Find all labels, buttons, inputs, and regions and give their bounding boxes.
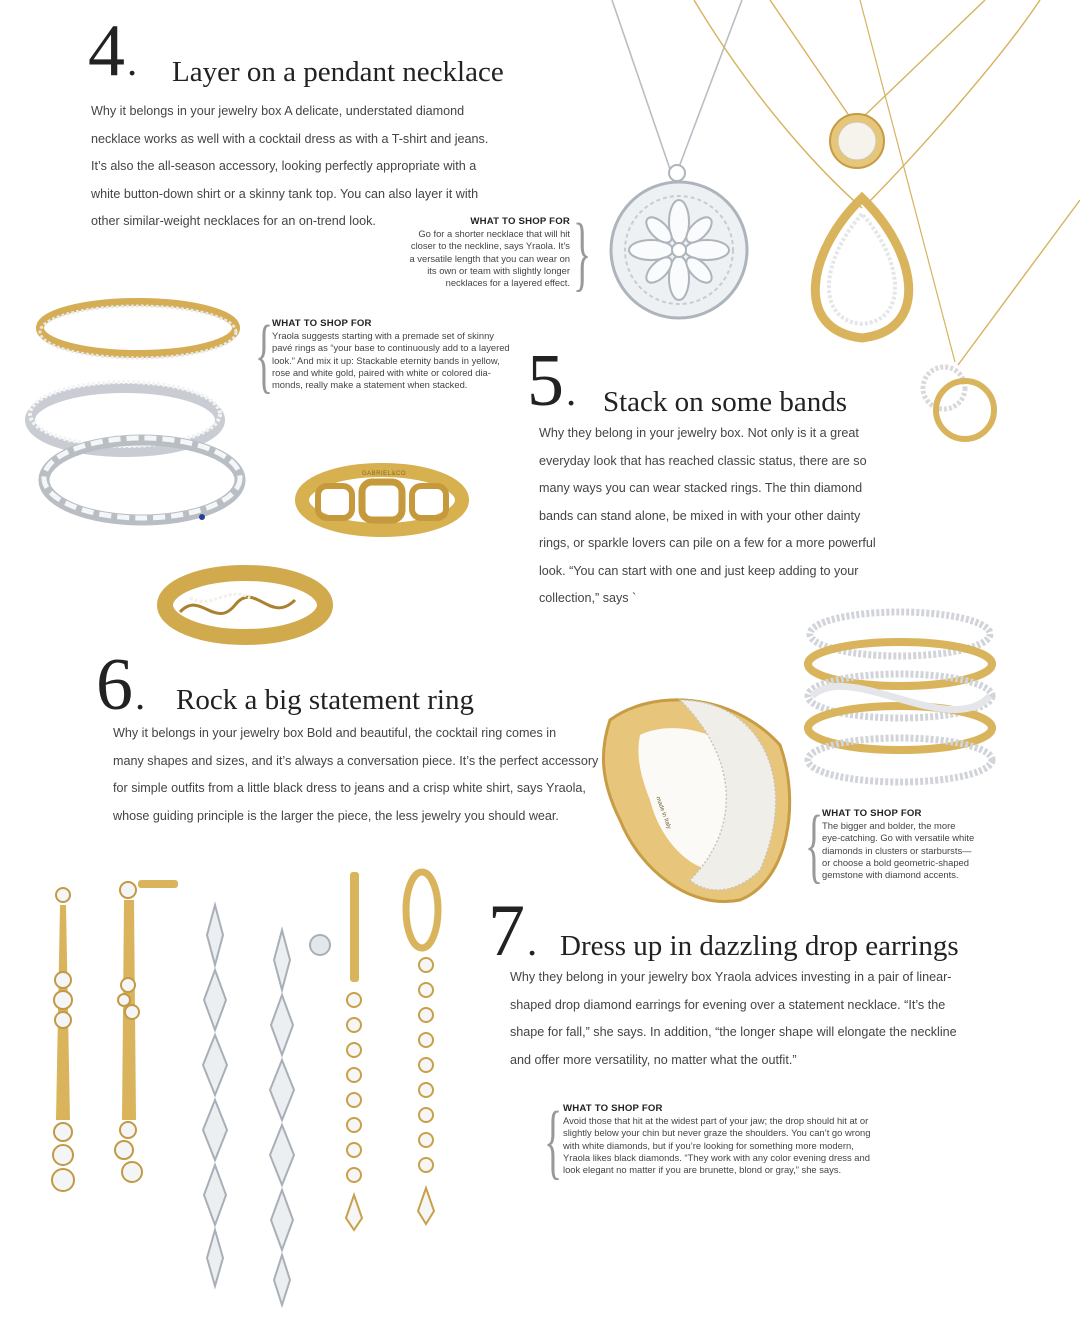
shop-heading: WHAT TO SHOP FOR — [563, 1103, 663, 1114]
body-line: It’s also the all-season accessory, looking perfectly appropriate with a — [91, 159, 477, 173]
shop-line: its own or team with slightly longer — [427, 264, 570, 276]
body-line: rings, or sparkle lovers can pile on a few for a more powerful — [539, 536, 876, 550]
shop-line: diamonds in clusters or starbursts— — [822, 844, 972, 856]
shop-line: look elegant no matter if you are brunette, blond or gray,” she says. — [563, 1164, 842, 1176]
shop-line: a versatile length that you can wear on — [409, 252, 570, 264]
section-5-number-digit: 5 — [527, 340, 564, 422]
section-7-number-digit: 7 — [488, 890, 525, 972]
shop-heading: WHAT TO SHOP FOR — [470, 216, 570, 227]
shop-line: look.” And mix it up: Stackable eternity bands in yellow, — [272, 354, 500, 366]
section-4-number-digit: 4 — [88, 10, 125, 92]
body-line: many ways you can wear stacked rings. The thin diamond — [539, 481, 863, 495]
number-dot: . — [127, 39, 138, 84]
shop-line: rose and white gold, paired with white or colored dia- — [272, 366, 491, 378]
body-line: shape for fall,” she says. In addition, “the longer shape will elongate the neckline — [510, 1025, 957, 1039]
body-line: Why it belongs in your jewelry box A delicate, understated diamond — [91, 104, 465, 118]
body-line: whose guiding principle is the larger the piece, the less jewelry you should wear. — [113, 808, 559, 823]
section-6-number-digit: 6 — [96, 644, 133, 726]
body-line: other similar-weight necklaces for an on-trend look. — [91, 214, 376, 228]
body-line: necklace works as well with a cocktail dress as with a T-shirt and jeans. — [91, 131, 489, 146]
ring-engraving: made in Italy — [654, 796, 672, 831]
left-brace-icon: { — [255, 309, 274, 402]
shop-line: with white diamonds, but if you’re looking for something more modern, — [563, 1139, 854, 1151]
left-brace-icon: { — [544, 1095, 563, 1188]
shop-line: necklaces for a layered effect. — [445, 277, 570, 289]
section-6-title: Rock a big statement ring — [176, 684, 474, 716]
body-line: for simple outfits from a little black dress to jeans and a crisp white shirt, says Yraola, — [113, 781, 586, 795]
right-brace-icon: } — [573, 207, 592, 300]
body-line: white button-down shirt or a skinny tank top. You can also layer it with — [91, 186, 479, 201]
number-dot: . — [566, 369, 577, 414]
body-line: Why it belongs in your jewelry box Bold and beautiful, the cocktail ring comes in — [113, 726, 557, 740]
body-line: everyday look that has reached classic status, there are so — [539, 453, 867, 468]
section-4-title: Layer on a pendant necklace — [172, 56, 504, 88]
body-line: collection,” says ` — [539, 591, 637, 605]
shop-line: Avoid those that hit at the widest part of your jaw; the drop should hit at or — [563, 1115, 869, 1127]
shop-line: slightly below your chin but never graze the shoulders. You can’t go wrong — [563, 1127, 871, 1139]
shop-line: eye-catching. Go with versatile white — [822, 832, 975, 844]
ring-engraving: GABRIEL&CO — [362, 471, 407, 477]
section-7-title: Dress up in dazzling drop earrings — [560, 930, 959, 962]
section-5-title: Stack on some bands — [603, 386, 848, 418]
body-line: shaped drop diamond earrings for evening over a statement necklace. “It’s the — [510, 997, 946, 1012]
shop-line: closer to the neckline, says Yraola. It’s — [410, 240, 570, 252]
body-line: Why they belong in your jewelry box. Not only is it a great — [539, 426, 859, 440]
shop-line: Go for a shorter necklace that will hit — [418, 228, 570, 240]
shop-line: pavé rings as “your base to continuously add to a layered — [272, 342, 510, 354]
shop-line: monds, really make a statement when stacked. — [272, 379, 468, 391]
body-line: Why they belong in your jewelry box Yraola advices investing in a pair of linear- — [510, 970, 952, 984]
number-dot: . — [527, 919, 538, 964]
shop-line: Yraola suggests starting with a premade set of skinny — [272, 330, 494, 342]
body-line: and offer more versatility, no matter what the outfit.” — [510, 1052, 797, 1067]
body-line: many shapes and sizes, and it’s always a conversation piece. It’s the perfect accessory — [113, 753, 599, 768]
body-line: bands can stand alone, be mixed in with your other dainty — [539, 508, 861, 523]
shop-heading: WHAT TO SHOP FOR — [822, 808, 922, 819]
shop-line: or choose a bold geometric-shaped — [822, 856, 969, 868]
left-brace-icon: { — [805, 799, 824, 892]
body-line: look. “You can start with one and just keep adding to your — [539, 563, 859, 578]
shop-heading: WHAT TO SHOP FOR — [272, 318, 372, 329]
shop-line: gemstone with diamond accents. — [822, 869, 959, 881]
number-dot: . — [135, 673, 146, 718]
shop-line: The bigger and bolder, the more — [822, 820, 956, 832]
shop-line: Yraola likes black diamonds. “They work with any color evening dress and — [563, 1151, 870, 1163]
